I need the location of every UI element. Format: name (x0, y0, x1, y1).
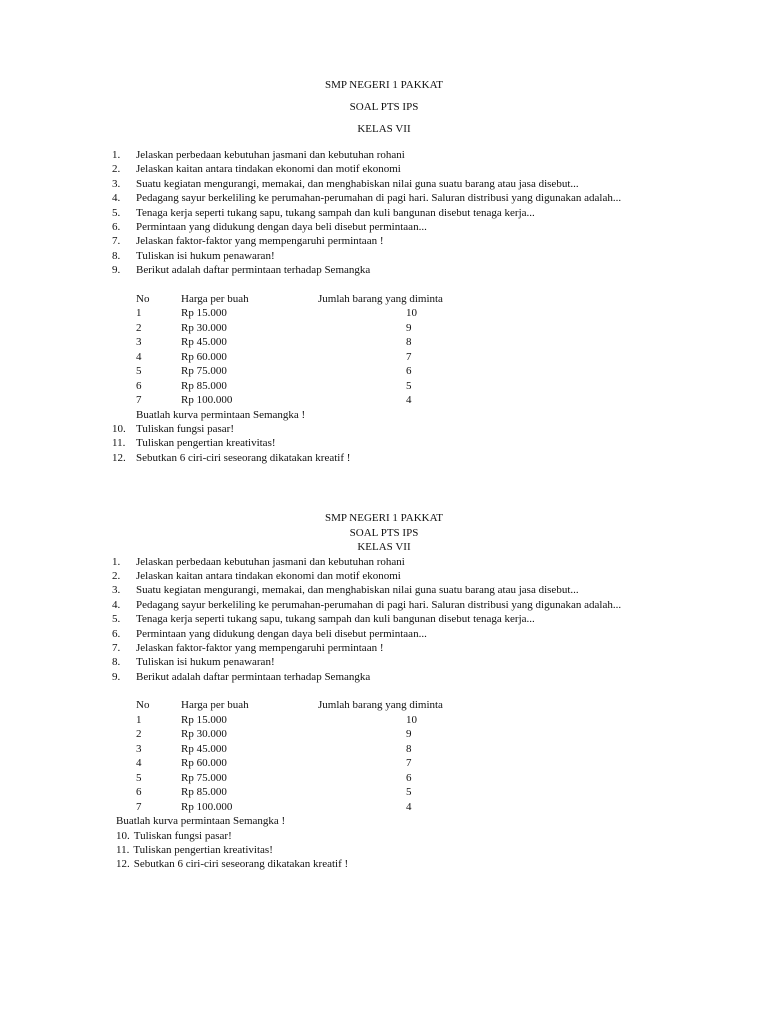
question-number: 9. (112, 264, 121, 277)
table-cell: 5 (136, 771, 142, 784)
sheet-header (0, 78, 768, 142)
question-number: 2. (112, 163, 121, 176)
table-cell: 5 (136, 365, 142, 378)
question-item (0, 191, 768, 205)
table-cell: 5 (406, 379, 412, 392)
school-name: SMP NEGERI 1 PAKKAT (324, 79, 444, 91)
table-row (136, 321, 498, 336)
instruction-text: Buatlah kurva permintaan Semangka ! (116, 815, 286, 828)
table-cell: 7 (136, 394, 142, 407)
question-item (0, 263, 768, 277)
question-number: 10. (112, 423, 126, 436)
table-cell: 8 (406, 336, 412, 349)
question-item (0, 451, 768, 465)
table-row (136, 364, 498, 379)
question-number: 11. (112, 437, 126, 450)
column-header: Harga per buah (181, 699, 249, 712)
question-item (0, 829, 768, 843)
question-number: 5. (112, 206, 121, 219)
table-row (136, 306, 498, 321)
table-row (136, 335, 498, 350)
table-row (136, 393, 498, 408)
question-number: 6. (112, 221, 121, 234)
question-item (0, 627, 768, 641)
exam-title: SOAL PTS IPS (349, 526, 419, 539)
table-cell: 6 (136, 379, 142, 392)
exam-sheet-2 (0, 511, 768, 872)
question-text: Permintaan yang didukung dengan daya beli disebut permintaan... (136, 627, 427, 640)
table-cell: Rp 60.000 (181, 350, 227, 363)
table-cell: Rp 30.000 (181, 728, 227, 741)
table-cell: 4 (406, 800, 412, 813)
question-text: Suatu kegiatan mengurangi, memakai, dan menghabiskan nilai guna suatu barang atau jasa disebut... (136, 584, 579, 597)
table-row (136, 742, 498, 757)
table-cell: Rp 60.000 (181, 757, 227, 770)
sheet-header (0, 511, 768, 555)
question-number: 6. (112, 627, 121, 640)
question-number: 12. (116, 858, 130, 871)
question-text: Tuliskan pengertian kreativitas! (133, 843, 273, 856)
table-cell: Rp 75.000 (181, 771, 227, 784)
question-item (0, 670, 768, 684)
table-row (136, 785, 498, 800)
question-text: Tuliskan fungsi pasar! (133, 829, 232, 842)
question-number: 8. (112, 249, 121, 262)
question-text: Jelaskan faktor-faktor yang mempengaruhi permintaan ! (136, 641, 384, 654)
question-item (0, 641, 768, 655)
table-row (136, 379, 498, 394)
table-row (136, 713, 498, 728)
question-number: 7. (112, 641, 121, 654)
question-text: Jelaskan perbedaan kebutuhan jasmani dan kebutuhan rohani (136, 149, 405, 161)
question-item (0, 249, 768, 263)
question-text: Jelaskan perbedaan kebutuhan jasmani dan kebutuhan rohani (136, 555, 405, 568)
question-text: Jelaskan kaitan antara tindakan ekonomi dan motif ekonomi (136, 569, 401, 582)
table-cell: 7 (406, 757, 412, 770)
table-cell: 5 (406, 786, 412, 799)
question-text: Permintaan yang didukung dengan daya beli disebut permintaan... (136, 221, 427, 234)
question-list (0, 555, 768, 685)
question-item (0, 612, 768, 626)
table-row (136, 800, 498, 815)
table-cell: 6 (406, 365, 412, 378)
question-list (0, 148, 768, 278)
table-cell: Rp 100.000 (181, 394, 233, 407)
question-text: Tenaga kerja seperti tukang sapu, tukang sampah dan kuli bangunan disebut tenaga kerja... (136, 613, 535, 626)
table-cell: Rp 75.000 (181, 365, 227, 378)
question-item (0, 655, 768, 669)
table-cell: Rp 45.000 (181, 742, 227, 755)
question-number: 11. (116, 843, 130, 856)
table-cell: 7 (406, 350, 412, 363)
table-cell: 9 (406, 321, 412, 334)
table-row (136, 727, 498, 742)
question-list-continued (0, 422, 768, 465)
table-cell: 4 (136, 757, 142, 770)
table-header-row (136, 698, 498, 713)
question-text: Jelaskan faktor-faktor yang mempengaruhi permintaan ! (136, 235, 384, 248)
demand-table (136, 292, 498, 408)
question-item (0, 148, 768, 162)
table-cell: Rp 85.000 (181, 379, 227, 392)
demand-table (136, 698, 498, 814)
question-number: 9. (112, 670, 121, 683)
question-number: 12. (112, 451, 126, 464)
table-cell: Rp 30.000 (181, 321, 227, 334)
table-cell: 10 (406, 713, 417, 726)
column-header: Harga per buah (181, 292, 249, 305)
table-cell: 1 (136, 713, 142, 726)
question-item (0, 436, 768, 450)
question-text: Tuliskan isi hukum penawaran! (136, 656, 275, 669)
table-cell: 7 (136, 800, 142, 813)
question-item (0, 206, 768, 220)
table-cell: 4 (136, 350, 142, 363)
table-cell: 1 (136, 307, 142, 320)
table-cell: 4 (406, 394, 412, 407)
question-text: Suatu kegiatan mengurangi, memakai, dan menghabiskan nilai guna suatu barang atau jasa disebut... (136, 177, 579, 190)
question-number: 3. (112, 584, 121, 597)
question-number: 8. (112, 656, 121, 669)
question-text: Sebutkan 6 ciri-ciri seseorang dikatakan kreatif ! (136, 451, 351, 464)
table-cell: Rp 85.000 (181, 786, 227, 799)
table-cell: 9 (406, 728, 412, 741)
question-item (0, 220, 768, 234)
question-text: Pedagang sayur berkeliling ke perumahan-perumahan di pagi hari. Saluran distribusi yang digunakan adalah... (136, 598, 622, 611)
question-item (0, 857, 768, 871)
question-item (0, 555, 768, 569)
exam-sheet-1 (0, 78, 768, 465)
table-row (136, 350, 498, 365)
question-number: 1. (112, 555, 121, 568)
column-header: Jumlah barang yang diminta (318, 292, 443, 305)
question-item (0, 422, 768, 436)
table-row (136, 771, 498, 786)
question-number: 7. (112, 235, 121, 248)
question-number: 5. (112, 613, 121, 626)
question-item (0, 583, 768, 597)
question-number: 2. (112, 569, 121, 582)
question-text: Tuliskan isi hukum penawaran! (136, 249, 275, 262)
table-cell: 6 (406, 771, 412, 784)
question-item (0, 598, 768, 612)
grade-label: KELAS VII (357, 541, 411, 553)
question-text: Tuliskan fungsi pasar! (136, 423, 234, 436)
table-cell: 6 (136, 786, 142, 799)
question-text: Tenaga kerja seperti tukang sapu, tukang sampah dan kuli bangunan disebut tenaga kerja... (136, 206, 535, 219)
question-number: 3. (112, 177, 121, 190)
question-item (0, 234, 768, 248)
table-cell: Rp 100.000 (181, 800, 233, 813)
exam-title: SOAL PTS IPS (349, 101, 419, 113)
question-number: 10. (116, 829, 130, 842)
question-text: Tuliskan pengertian kreativitas! (136, 437, 276, 450)
question-number: 4. (112, 598, 121, 611)
table-cell: 2 (136, 321, 142, 334)
question-item (0, 569, 768, 583)
question-number: 4. (112, 192, 121, 205)
question-item (0, 843, 768, 857)
question-text: Berikut adalah daftar permintaan terhadap Semangka (136, 264, 371, 277)
table-header-row (136, 292, 498, 307)
question-text: Pedagang sayur berkeliling ke perumahan-perumahan di pagi hari. Saluran distribusi yang digunakan adalah... (136, 192, 622, 205)
table-cell: 8 (406, 742, 412, 755)
column-header: No (136, 699, 150, 712)
question-item (0, 177, 768, 191)
table-row (136, 756, 498, 771)
question-text: Berikut adalah daftar permintaan terhadap Semangka (136, 670, 371, 683)
column-header: No (136, 292, 150, 305)
table-cell: Rp 15.000 (181, 307, 227, 320)
grade-label: KELAS VII (357, 123, 411, 135)
table-cell: 3 (136, 336, 142, 349)
school-name: SMP NEGERI 1 PAKKAT (324, 512, 444, 524)
table-cell: Rp 15.000 (181, 713, 227, 726)
question-list-continued (0, 829, 768, 872)
question-text: Jelaskan kaitan antara tindakan ekonomi dan motif ekonomi (136, 163, 401, 176)
question-text: Sebutkan 6 ciri-ciri seseorang dikatakan kreatif ! (133, 858, 349, 871)
question-item (0, 162, 768, 176)
column-header: Jumlah barang yang diminta (318, 699, 443, 712)
table-cell: 3 (136, 742, 142, 755)
table-cell: Rp 45.000 (181, 336, 227, 349)
table-cell: 2 (136, 728, 142, 741)
table-cell: 10 (406, 307, 417, 320)
question-number: 1. (112, 149, 121, 161)
instruction-text: Buatlah kurva permintaan Semangka ! (136, 408, 306, 421)
